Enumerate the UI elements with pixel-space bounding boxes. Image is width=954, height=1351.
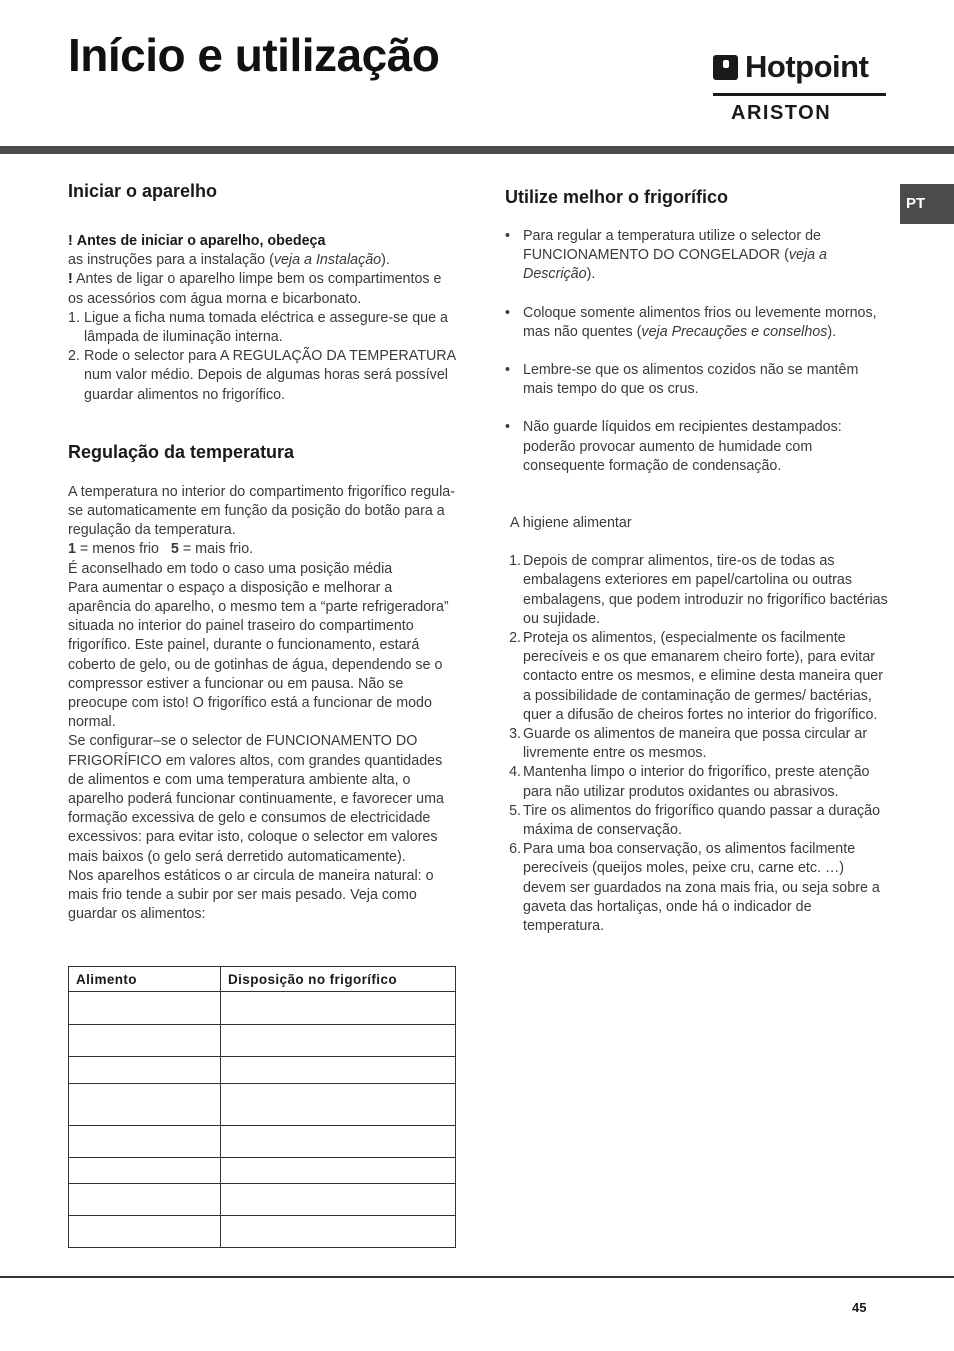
column-header: Alimento (69, 967, 221, 992)
table-row (69, 1084, 456, 1126)
logo-divider (713, 93, 886, 96)
table-row (69, 1057, 456, 1084)
logo-mark-icon (713, 55, 738, 80)
table-row (69, 1126, 456, 1158)
warning-text: as instruções para a instalação ( (68, 252, 274, 269)
logo-subbrand: ARISTON (731, 102, 832, 124)
warning-mark: ! (68, 233, 73, 249)
list-number: 4. (509, 764, 521, 781)
warning-reference: veja a Instalação (273, 252, 382, 269)
table-cell (69, 1084, 221, 1126)
header-divider (0, 146, 954, 154)
table-cell (69, 1025, 221, 1057)
legend-text: = mais frio. (178, 541, 254, 558)
bullet-item (505, 361, 889, 399)
table-row (69, 1216, 456, 1248)
bullet-tail: ). (827, 323, 837, 340)
list-item (505, 763, 889, 801)
table-cell (221, 1057, 456, 1084)
table-cell (221, 1025, 456, 1057)
paragraph: É aconselhado em todo o caso uma posição média (68, 560, 393, 577)
bullet-icon: • (505, 362, 511, 379)
table-cell (221, 1184, 456, 1216)
food-storage-table (68, 966, 456, 1248)
bullet-icon: • (505, 228, 511, 244)
list-number: 6. (509, 841, 521, 858)
list-item (68, 309, 458, 347)
list-text: Para uma boa conservação, os alimentos facilmente perecíveis (queijos moles, peixe cru, carne etc. …) devem ser guardados na zona mais fria, ou seja sobre a gaveta das hortaliças, onde há o indicador de temperatura. (523, 841, 880, 935)
language-tab: PT (900, 184, 954, 224)
warning-install (68, 232, 458, 270)
table-cell (221, 1216, 456, 1248)
section-heading-usage: Utilize melhor o frigorífico (505, 187, 729, 207)
list-text: Depois de comprar alimentos, tire-os de todas as embalagens exteriores em papel/cartolina ou outras embalagens, que podem introduzir no frigorífico bactérias ou sujidade. (523, 553, 888, 627)
bullet-item (505, 418, 889, 476)
table-header-row (69, 967, 456, 992)
table-cell (69, 992, 221, 1025)
legend-text: = menos frio (75, 541, 159, 558)
list-item (505, 552, 889, 629)
paragraph: Nos aparelhos estáticos o ar circula de maneira natural: o mais frio tende a subir por ser mais pesado. Veja como guardar os alimentos: (68, 867, 434, 923)
bullet-text: Lembre-se que os alimentos cozidos não se mantêm mais tempo do que os crus. (523, 362, 859, 398)
list-text: Proteja os alimentos, (especialmente os facilmente perecíveis e os que emanarem cheiro forte), para evitar contacto entre os mesmos, e elimine desta maneira quer a possibilidade de contaminação de germes/ bactérias, quer a difusão de cheiros fortes no interior do frigorífico. (523, 630, 883, 723)
paragraph: Se configurar–se o selector de FUNCIONAMENTO DO FRIGORÍFICO em valores altos, com grandes quantidades de alimentos e com uma temperatura ambiente alta, o aparelho poderá funcionar continuamente, e favorecer uma formação excessiva de gelo e consumos de electricidade excessivos: para evitar isto, coloque o selector em valores mais baixos (o gelo será derretido automaticamente). (68, 733, 444, 865)
list-item (505, 725, 889, 763)
list-number: 5. (509, 802, 521, 819)
table-cell (221, 1158, 456, 1184)
table-row (69, 1184, 456, 1216)
legend-number: 1 (68, 541, 76, 558)
warning-bold-text: Antes de iniciar o aparelho, obedeça (76, 233, 326, 249)
table-cell (221, 1126, 456, 1158)
page-number: 45 (852, 1300, 867, 1315)
list-text: Mantenha limpo o interior do frigorífico, preste atenção para não utilizar produtos oxidantes ou abrasivos. (523, 764, 870, 800)
list-number: 2. (509, 630, 521, 647)
paragraph: A temperatura no interior do compartimento frigorífico regula-se automaticamente em função da posição do botão para a regulação da temperatura. (68, 483, 455, 539)
list-number: 1. (68, 309, 80, 326)
list-number: 2. (68, 348, 80, 365)
table-cell (69, 1216, 221, 1248)
right-column (505, 186, 889, 936)
bullet-icon: • (505, 419, 511, 436)
column-header: Disposição no frigorífico (221, 967, 456, 992)
list-item (505, 802, 889, 840)
table-cell (69, 1126, 221, 1158)
list-text: Tire os alimentos do frigorífico quando passar a duração máxima de conservação. (523, 802, 881, 839)
left-column (68, 180, 458, 925)
list-item (68, 347, 458, 405)
logo-brand: Hotpoint (745, 49, 869, 84)
footer-divider (0, 1276, 954, 1278)
bullet-text: Não guarde líquidos em recipientes destampados: poderão provocar aumento de humidade com consequente formação de condensação. (523, 419, 842, 474)
legend-number: 5 (170, 541, 179, 558)
bullet-item (505, 227, 889, 285)
list-item (505, 629, 889, 725)
temperature-legend (68, 540, 458, 559)
list-number: 1. (509, 553, 521, 570)
warning-clean (68, 270, 458, 308)
bullet-icon: • (505, 304, 511, 321)
table-cell (69, 1057, 221, 1084)
bullet-reference: veja a Descrição (523, 247, 827, 283)
warning-text-end: ). (381, 252, 390, 269)
hotpoint-ariston-logo (712, 49, 888, 128)
bullet-item (505, 304, 889, 342)
table-cell (221, 1084, 456, 1126)
section-heading-start: Iniciar o aparelho (68, 181, 218, 201)
list-number: 3. (509, 726, 521, 743)
page-title: Início e utilização (68, 29, 440, 81)
table-row (69, 1025, 456, 1057)
bullet-text: Para regular a temperatura utilize o selector de FUNCIONAMENTO DO CONGELADOR ( (523, 228, 822, 264)
section-heading-temperature: Regulação da temperatura (68, 441, 295, 462)
list-text: Guarde os alimentos de maneira que possa circular ar livremente entre os mesmos. (523, 726, 868, 762)
paragraph: Para aumentar o espaço a disposição e melhorar a aparência do aparelho, o mesmo tem a “parte refrigeradora” situada no interior do painel traseiro do compartimento frigorífico. Este painel, durante o funcionamento, estará coberto de gelo, ou de gotinhas de água, dependendo se o compressor estiver a funcionar ou em pausa. Não se preocupe com isto! O frigorífico está a funcionar de modo normal. (68, 579, 449, 731)
list-text: Rode o selector para A REGULAÇÃO DA TEMPERATURA num valor médio. Depois de algumas horas será possível guardar alimentos no frigorífico. (84, 348, 456, 403)
warning-mark: ! (68, 271, 73, 288)
table-cell (221, 992, 456, 1025)
bullet-reference: veja Precauções e conselhos (641, 323, 828, 340)
list-text: Ligue a ficha numa tomada eléctrica e assegure-se que a lâmpada de iluminação interna. (84, 309, 448, 346)
table-cell (69, 1184, 221, 1216)
table-row (69, 992, 456, 1025)
bullet-text: Coloque somente alimentos frios ou levemente mornos, mas não quentes ( (523, 304, 877, 340)
table-cell (69, 1158, 221, 1184)
warning-clean-text: Antes de ligar o aparelho limpe bem os compartimentos e os acessórios com água morna e bicarbonato. (68, 271, 442, 307)
list-item (505, 840, 889, 936)
bullet-tail: ). (586, 266, 596, 283)
table-row (69, 1158, 456, 1184)
hygiene-heading: A higiene alimentar (510, 515, 632, 532)
